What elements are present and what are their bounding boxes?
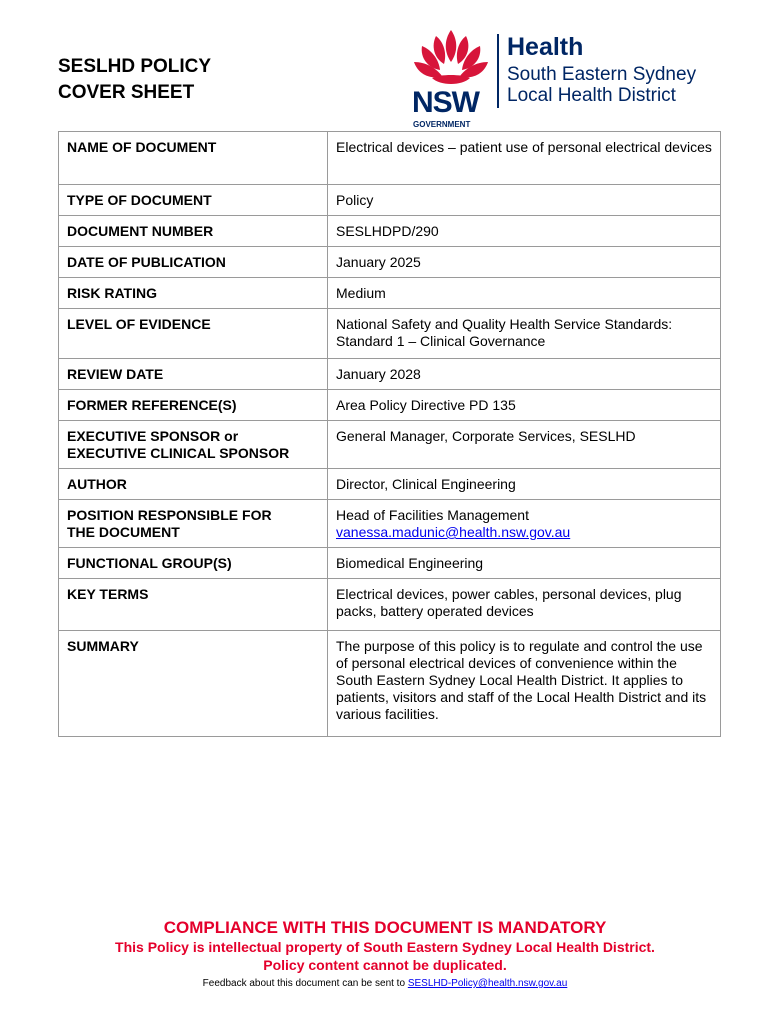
row-label: NAME OF DOCUMENT	[59, 132, 328, 185]
row-value: SESLHDPD/290	[328, 216, 721, 247]
table-row	[59, 631, 721, 737]
waratah-flower-icon	[408, 28, 494, 90]
table-row	[59, 216, 721, 247]
logo-district-text	[507, 64, 696, 106]
position-label-line-2: THE DOCUMENT	[67, 524, 180, 540]
row-value: January 2025	[328, 247, 721, 278]
page-title	[58, 54, 211, 106]
table-row	[59, 359, 721, 390]
row-value	[328, 309, 721, 359]
compliance-notice: COMPLIANCE WITH THIS DOCUMENT IS MANDATORY	[163, 918, 607, 937]
logo-divider	[497, 34, 499, 108]
ip-notice-line-2: Policy content cannot be duplicated.	[263, 957, 507, 973]
row-label	[59, 421, 328, 469]
row-label: KEY TERMS	[59, 579, 328, 631]
table-row	[59, 132, 721, 185]
row-value: Director, Clinical Engineering	[328, 469, 721, 500]
row-label: AUTHOR	[59, 469, 328, 500]
table-row	[59, 421, 721, 469]
row-label: LEVEL OF EVIDENCE	[59, 309, 328, 359]
table-row	[59, 185, 721, 216]
evidence-line-1: National Safety and Quality Health Service Standards:	[336, 316, 673, 332]
ip-notice	[0, 938, 770, 974]
row-label: SUMMARY	[59, 631, 328, 737]
title-line-1: SESLHD POLICY	[58, 56, 212, 77]
author-email-link[interactable]: vanessa.madunic@health.nsw.gov.au	[336, 524, 571, 540]
position-label-line-1: POSITION RESPONSIBLE FOR	[67, 507, 272, 523]
table-row	[59, 309, 721, 359]
evidence-line-2: Standard 1 – Clinical Governance	[336, 333, 546, 349]
logo-nsw-text: NSW	[412, 86, 479, 119]
table-row	[59, 500, 721, 548]
table-row	[59, 278, 721, 309]
row-label: FUNCTIONAL GROUP(S)	[59, 548, 328, 579]
table-row	[59, 548, 721, 579]
row-value: Electrical devices – patient use of personal electrical devices	[328, 132, 721, 185]
exec-label-line-2: EXECUTIVE CLINICAL SPONSOR	[67, 445, 290, 461]
nsw-health-logo	[408, 28, 738, 129]
row-value	[328, 500, 721, 548]
cover-sheet-table	[58, 131, 721, 737]
row-label: DATE OF PUBLICATION	[59, 247, 328, 278]
logo-district-line-2: Local Health District	[507, 85, 676, 106]
logo-government-text: GOVERNMENT	[413, 120, 471, 129]
row-value: Electrical devices, power cables, personal devices, plug packs, battery operated devices	[328, 579, 721, 631]
logo-health-text: Health	[507, 33, 584, 61]
row-value: Area Policy Directive PD 135	[328, 390, 721, 421]
row-label: DOCUMENT NUMBER	[59, 216, 328, 247]
feedback-line	[0, 978, 770, 989]
row-value: The purpose of this policy is to regulate and control the use of personal electrical devices of convenience within the South Eastern Sydney Local Health District. It applies to patients, visitors and staff of the Local Health District and its various facilities.	[328, 631, 721, 737]
logo-district-line-1: South Eastern Sydney	[507, 64, 697, 85]
ip-notice-line-1: This Policy is intellectual property of South Eastern Sydney Local Health District.	[115, 939, 655, 955]
table-row	[59, 579, 721, 631]
row-value: Medium	[328, 278, 721, 309]
row-value: Policy	[328, 185, 721, 216]
title-line-2: COVER SHEET	[58, 82, 195, 103]
row-label: REVIEW DATE	[59, 359, 328, 390]
position-value: Head of Facilities Management	[336, 507, 529, 523]
feedback-email-link[interactable]: SESLHD-Policy@health.nsw.gov.au	[407, 978, 568, 989]
row-label: RISK RATING	[59, 278, 328, 309]
table-row	[59, 390, 721, 421]
row-label: FORMER REFERENCE(S)	[59, 390, 328, 421]
row-value: General Manager, Corporate Services, SESLHD	[328, 421, 721, 469]
row-value: Biomedical Engineering	[328, 548, 721, 579]
feedback-text: Feedback about this document can be sent to	[202, 978, 408, 989]
row-label	[59, 500, 328, 548]
exec-label-line-1: EXECUTIVE SPONSOR or	[67, 428, 239, 444]
table-row	[59, 247, 721, 278]
table-row	[59, 469, 721, 500]
row-value: January 2028	[328, 359, 721, 390]
row-label: TYPE OF DOCUMENT	[59, 185, 328, 216]
